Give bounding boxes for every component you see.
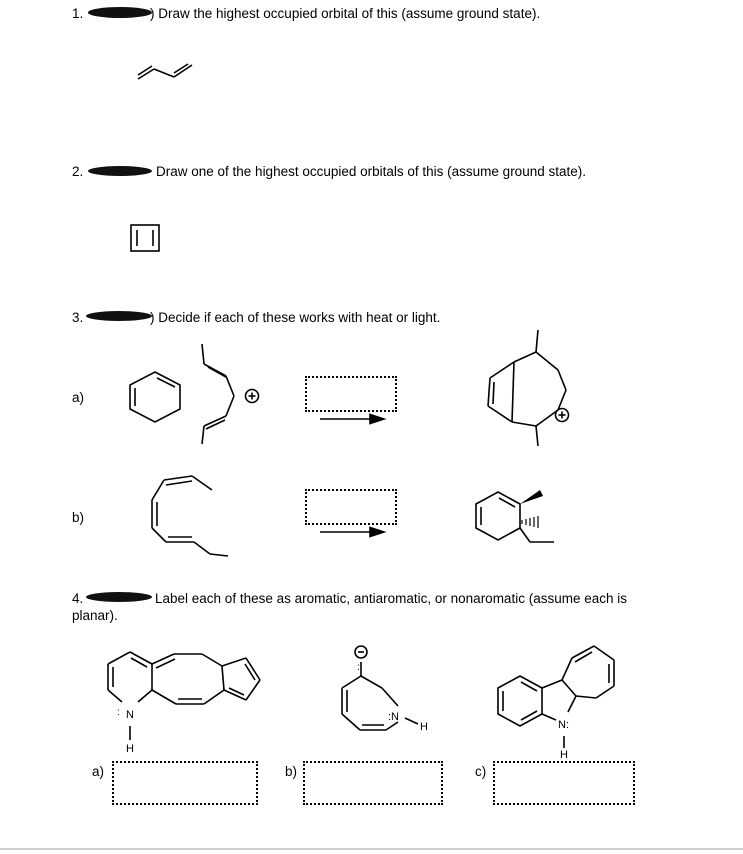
answer-c-label: c) xyxy=(475,764,487,779)
atom-H-b: H xyxy=(420,721,428,733)
question-4-number: 4. xyxy=(72,591,84,606)
page-bottom-divider xyxy=(0,848,743,850)
redaction-scribble-4 xyxy=(86,592,152,602)
carbazole-like-structure xyxy=(490,640,630,760)
answer-a-label: a) xyxy=(92,764,105,779)
carbanion-lone-pair: : xyxy=(357,662,360,673)
butadiene-structure xyxy=(130,55,210,85)
cyclic-triene-structure xyxy=(144,472,234,572)
redaction-scribble-1 xyxy=(88,7,152,18)
fused-aza-tricycle-structure xyxy=(100,640,300,760)
question-1-text: ) Draw the highest occupied orbital of this (assume ground state). xyxy=(150,6,541,21)
question-4-text-continued: planar). xyxy=(72,608,118,623)
cyclobutadiene-structure xyxy=(128,222,162,254)
atom-N-c: N: xyxy=(558,719,569,731)
atom-H-a: H xyxy=(126,743,134,755)
answer-b-label: b) xyxy=(285,764,298,779)
bicyclic-cation-structure xyxy=(480,326,590,454)
question-1 xyxy=(72,5,83,22)
row-b-label: b) xyxy=(72,510,85,525)
question-2-text: Draw one of the highest occupied orbitals of this (assume ground state). xyxy=(156,164,586,179)
aza-cyclooctatetraene-anion-structure xyxy=(330,640,440,760)
redaction-scribble-3 xyxy=(86,311,152,321)
answer-box-c[interactable] xyxy=(493,761,635,805)
reaction-box-b[interactable] xyxy=(305,489,397,525)
lone-pair-a: : xyxy=(117,707,120,718)
question-1-number: 1. xyxy=(72,6,84,21)
bicyclic-product-structure xyxy=(470,478,570,558)
atom-N-b: :N xyxy=(388,711,399,723)
cyclohexadiene-structure xyxy=(124,368,186,424)
answer-box-b[interactable] xyxy=(303,761,443,805)
reaction-arrow-b xyxy=(306,526,396,538)
question-3-number: 3. xyxy=(72,310,84,325)
reaction-box-a[interactable] xyxy=(305,376,397,412)
question-3-text: ) Decide if each of these works with heat or light. xyxy=(150,310,441,325)
atom-N-a: N xyxy=(126,709,134,721)
redaction-scribble-2 xyxy=(88,166,152,176)
row-a-label: a) xyxy=(72,390,85,405)
answer-box-a[interactable] xyxy=(112,761,258,805)
reaction-arrow-a xyxy=(306,413,396,425)
question-2-number: 2. xyxy=(72,164,84,179)
question-4-text: Label each of these as aromatic, antiaromatic, or nonaromatic (assume each is xyxy=(155,591,627,606)
pentadienyl-cation-structure xyxy=(190,340,270,450)
atom-H-c: H xyxy=(560,749,568,761)
